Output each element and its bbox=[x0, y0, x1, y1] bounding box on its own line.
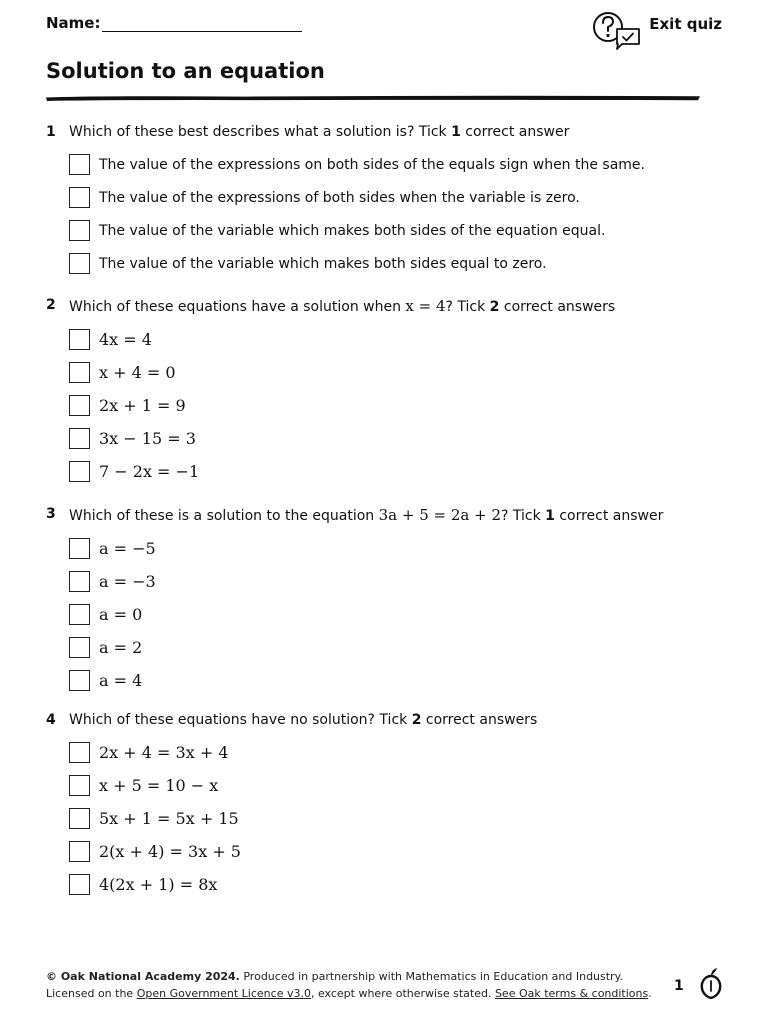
option bbox=[69, 808, 726, 829]
option-text: The value of the expressions on both sides of the equals sign when the same. bbox=[99, 156, 645, 173]
option bbox=[69, 187, 726, 208]
prompt-text: correct answers bbox=[499, 299, 616, 315]
option-equation: 2x + 4 = 3x + 4 bbox=[99, 743, 229, 762]
question-number: 4 bbox=[46, 712, 56, 728]
name-label: Name: bbox=[46, 14, 101, 32]
option bbox=[69, 461, 726, 482]
option-checkbox[interactable] bbox=[69, 362, 90, 383]
option bbox=[69, 154, 726, 175]
name-field[interactable] bbox=[46, 14, 302, 32]
option-checkbox[interactable] bbox=[69, 253, 90, 274]
quiz-badge bbox=[591, 8, 722, 50]
option-equation: x + 5 = 10 − x bbox=[99, 776, 219, 795]
footer-line-2 bbox=[46, 985, 652, 1002]
option-equation: 4x = 4 bbox=[99, 330, 152, 349]
option-text: The value of the variable which makes both sides of the equation equal. bbox=[99, 222, 606, 239]
option bbox=[69, 362, 726, 383]
licence-link[interactable]: Open Government Licence v3.0 bbox=[136, 987, 311, 1000]
option-checkbox[interactable] bbox=[69, 395, 90, 416]
option-checkbox[interactable] bbox=[69, 874, 90, 895]
question-4 bbox=[46, 712, 726, 895]
question-3 bbox=[46, 506, 726, 691]
option-equation: 4(2x + 1) = 8x bbox=[99, 875, 218, 894]
licence-text: . bbox=[648, 987, 652, 1000]
option-checkbox[interactable] bbox=[69, 670, 90, 691]
option bbox=[69, 220, 726, 241]
tick-count: 2 bbox=[489, 299, 500, 315]
terms-link[interactable]: See Oak terms & conditions bbox=[494, 987, 649, 1000]
option-checkbox[interactable] bbox=[69, 461, 90, 482]
prompt-text: Which of these equations have a solution when bbox=[69, 299, 406, 315]
option-checkbox[interactable] bbox=[69, 604, 90, 625]
prompt-text: ? Tick bbox=[500, 508, 546, 524]
copyright: © Oak National Academy 2024. bbox=[46, 970, 240, 983]
partnership-text: Produced in partnership with Mathematics in Education and Industry. bbox=[239, 970, 624, 983]
option bbox=[69, 395, 726, 416]
page-number: 1 bbox=[674, 978, 684, 994]
option-checkbox[interactable] bbox=[69, 841, 90, 862]
footer bbox=[46, 968, 652, 1002]
option-checkbox[interactable] bbox=[69, 538, 90, 559]
option-text: The value of the expressions of both sides when the variable is zero. bbox=[99, 189, 580, 206]
question-2 bbox=[46, 297, 726, 482]
option-equation: a = 2 bbox=[99, 638, 143, 657]
option-equation: 2(x + 4) = 3x + 5 bbox=[99, 842, 241, 861]
licence-text: , except where otherwise stated. bbox=[310, 987, 495, 1000]
quiz-speech-icon bbox=[591, 8, 643, 50]
option-checkbox[interactable] bbox=[69, 428, 90, 449]
prompt-text: correct answer bbox=[460, 124, 570, 140]
option-equation: 2x + 1 = 9 bbox=[99, 396, 186, 415]
option bbox=[69, 538, 726, 559]
question-3-prompt bbox=[46, 506, 726, 524]
option-equation: a = −5 bbox=[99, 539, 156, 558]
page-title: Solution to an equation bbox=[46, 59, 325, 83]
footer-line-1 bbox=[46, 968, 652, 985]
tick-count: 1 bbox=[451, 124, 461, 140]
prompt-math: x = 4 bbox=[405, 297, 446, 315]
option-checkbox[interactable] bbox=[69, 775, 90, 796]
prompt-text: ? Tick bbox=[445, 299, 490, 315]
option bbox=[69, 841, 726, 862]
question-number: 1 bbox=[46, 124, 56, 140]
prompt-text: Which of these equations have no solution? Tick bbox=[69, 712, 412, 728]
option-equation: 7 − 2x = −1 bbox=[99, 462, 200, 481]
prompt-text: Which of these best describes what a solution is? Tick bbox=[69, 124, 452, 140]
question-number: 3 bbox=[46, 506, 56, 522]
option-checkbox[interactable] bbox=[69, 187, 90, 208]
option-equation: x + 4 = 0 bbox=[99, 363, 176, 382]
option-checkbox[interactable] bbox=[69, 808, 90, 829]
option bbox=[69, 253, 726, 274]
option bbox=[69, 742, 726, 763]
option-checkbox[interactable] bbox=[69, 637, 90, 658]
option bbox=[69, 637, 726, 658]
option-equation: a = 0 bbox=[99, 605, 143, 624]
question-1-prompt bbox=[46, 124, 726, 140]
option-equation: 5x + 1 = 5x + 15 bbox=[99, 809, 239, 828]
option-checkbox[interactable] bbox=[69, 742, 90, 763]
option-checkbox[interactable] bbox=[69, 571, 90, 592]
name-line[interactable] bbox=[102, 17, 302, 32]
option bbox=[69, 775, 726, 796]
oak-acorn-logo-icon bbox=[699, 967, 723, 999]
option bbox=[69, 428, 726, 449]
option-checkbox[interactable] bbox=[69, 329, 90, 350]
option-equation: 3x − 15 = 3 bbox=[99, 429, 196, 448]
tick-count: 2 bbox=[411, 712, 422, 728]
tick-count: 1 bbox=[545, 508, 555, 524]
option bbox=[69, 874, 726, 895]
title-rule bbox=[46, 94, 700, 102]
option bbox=[69, 604, 726, 625]
prompt-text: correct answer bbox=[554, 508, 664, 524]
question-1 bbox=[46, 124, 726, 274]
option-checkbox[interactable] bbox=[69, 154, 90, 175]
prompt-math: 3a + 5 = 2a + 2 bbox=[378, 506, 501, 524]
option bbox=[69, 571, 726, 592]
question-number: 2 bbox=[46, 297, 56, 313]
option bbox=[69, 670, 726, 691]
option-equation: a = −3 bbox=[99, 572, 156, 591]
licence-text: Licensed on the bbox=[46, 987, 137, 1000]
question-4-prompt bbox=[46, 712, 726, 728]
question-2-prompt bbox=[46, 297, 726, 315]
option bbox=[69, 329, 726, 350]
option-checkbox[interactable] bbox=[69, 220, 90, 241]
option-equation: a = 4 bbox=[99, 671, 143, 690]
option-text: The value of the variable which makes both sides equal to zero. bbox=[99, 255, 547, 272]
prompt-text: Which of these is a solution to the equation bbox=[69, 508, 379, 524]
prompt-text: correct answers bbox=[421, 712, 538, 728]
quiz-type-label: Exit quiz bbox=[649, 15, 722, 33]
